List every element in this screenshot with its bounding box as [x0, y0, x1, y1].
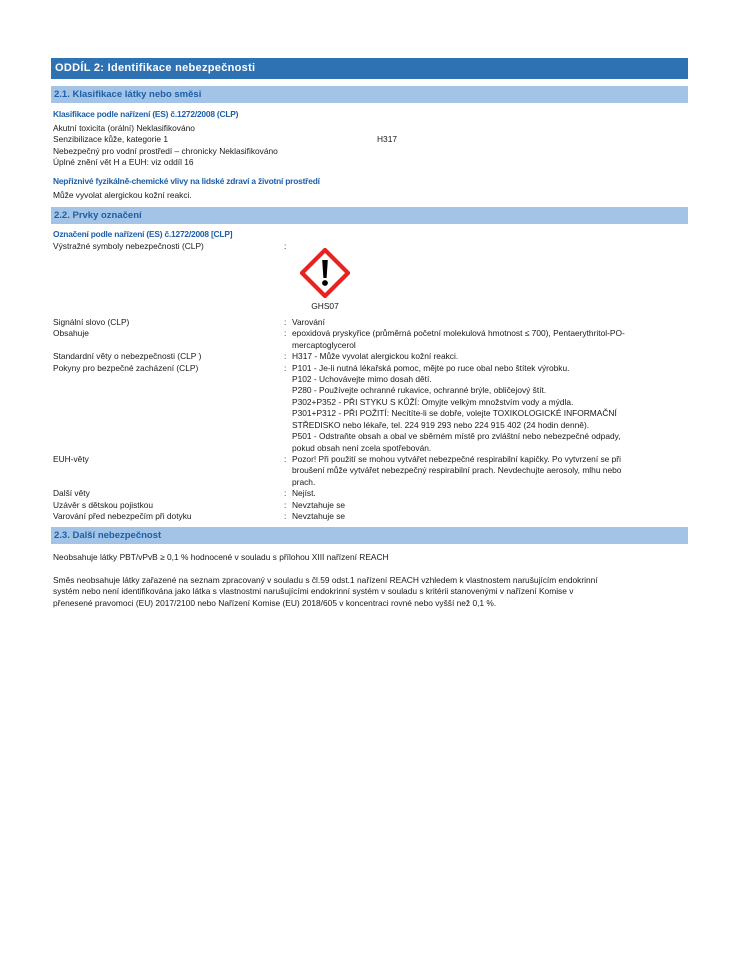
- clp-classification-heading: Klasifikace podle nařízení (ES) č.1272/2008 (CLP): [53, 109, 239, 119]
- classification-text: Nebezpečný pro vodní prostředí – chronicky Neklasifikováno: [53, 145, 278, 156]
- contains-line: epoxidová pryskyřice (průměrná početní molekulová hmotnost ≤ 700), Pentaerythritol-PO-: [292, 328, 625, 339]
- colon: :: [284, 317, 287, 328]
- ghs-pictogram: [295, 248, 355, 312]
- classification-item: [51, 146, 688, 157]
- euh-statements-row: [51, 454, 688, 488]
- classification-text: Senzibilizace kůže, kategorie 1: [53, 134, 168, 145]
- signal-word-label: Signální slovo (CLP): [53, 317, 130, 328]
- precautionary-statements-label: Pokyny pro bezpečné zacházení (CLP): [53, 362, 199, 373]
- other-phrases-row: [51, 488, 688, 499]
- endocrine-line: systém nebo není identifikována jako látka s vlastnostmi narušujícími endokrinní systém v souladu s kritérii stanovenými v nařízení Komise v: [53, 586, 574, 597]
- pictogram-code: GHS07: [311, 301, 339, 312]
- other-phrases-label: Další věty: [53, 488, 90, 499]
- classification-item: [51, 123, 688, 134]
- colon: :: [284, 328, 287, 339]
- colon: :: [284, 351, 287, 362]
- tactile-warning-label: Varování před nebezpečím při dotyku: [53, 510, 192, 521]
- colon: :: [284, 453, 287, 464]
- classification-list: [51, 123, 688, 169]
- labelling-heading: Označení podle nařízení (ES) č.1272/2008 [CLP]: [53, 229, 233, 240]
- contains-label: Obsahuje: [53, 328, 89, 339]
- hazard-code: H317: [377, 134, 398, 145]
- signal-word-value: Varování: [292, 317, 325, 328]
- contains-line: mercaptoglycerol: [292, 339, 356, 350]
- pictogram-label: Výstražné symboly nebezpečnosti (CLP): [53, 241, 204, 252]
- euh-line: Pozor! Při použití se mohou vytvářet nebezpečné respirabilní kapičky. Po vytvrzení se při: [292, 453, 621, 464]
- classification-text: Úplné znění vět H a EUH: viz oddíl 16: [53, 157, 194, 168]
- contains-row: [51, 328, 688, 351]
- contains-value: [292, 328, 688, 351]
- precaution-line: P101 - Je-li nutná lékařská pomoc, mějte po ruce obal nebo štítek výrobku.: [292, 362, 570, 373]
- colon: :: [284, 510, 287, 521]
- endocrine-line: Směs neobsahuje látky zařazené na seznam zpracovaný v souladu s čl.59 odst.1 nařízení REACH vzhledem k vlastnostem narušujícím endokrinní: [53, 574, 598, 585]
- subsection-2-3-title: 2.3. Další nebezpečnost: [51, 527, 688, 544]
- hazard-statements-row: [51, 351, 688, 362]
- sds-section-2: [51, 58, 688, 609]
- precautionary-statements-row: [51, 363, 688, 454]
- colon: :: [284, 241, 287, 252]
- precautionary-statements-value: [292, 363, 688, 454]
- tactile-warning-value: Nevztahuje se: [292, 510, 346, 521]
- subsection-2-2-title: 2.2. Prvky označení: [51, 207, 688, 224]
- section-title: ODDÍL 2: Identifikace nebezpečnosti: [51, 58, 688, 79]
- classification-item: [51, 134, 688, 145]
- euh-line: broušení může vytvářet nebezpečný respirabilní prach. Nevdechujte aerosoly, mlhu nebo: [292, 465, 622, 476]
- classification-item: [51, 157, 688, 168]
- child-resistant-row: [51, 500, 688, 511]
- adverse-effects-text: Může vyvolat alergickou kožní reakci.: [53, 189, 192, 200]
- adverse-effects-heading: Nepříznivé fyzikálně-chemické vlivy na lidské zdraví a životní prostředí: [53, 175, 320, 186]
- precaution-line: P102 - Uchovávejte mimo dosah dětí.: [292, 374, 432, 385]
- precaution-line: P280 - Používejte ochranné rukavice, ochranné brýle, obličejový štít.: [292, 385, 547, 396]
- precaution-line: P301+P312 - PŘI POŽITÍ: Necítíte-li se dobře, volejte TOXIKOLOGICKÉ INFORMAČNÍ: [292, 408, 617, 419]
- exclamation-mark-diamond-icon: [300, 248, 350, 298]
- euh-line: prach.: [292, 476, 316, 487]
- pictogram-row: [51, 241, 688, 317]
- other-phrases-value: Nejíst.: [292, 488, 316, 499]
- child-resistant-label: Uzávěr s dětskou pojistkou: [53, 499, 154, 510]
- precaution-line: P302+P352 - PŘI STYKU S KŮŽÍ: Omyjte velkým množstvím vody a mýdla.: [292, 396, 574, 407]
- euh-statements-value: [292, 454, 688, 488]
- endocrine-statement: [51, 575, 688, 609]
- endocrine-line: přenesené pravomoci (EU) 2017/2100 nebo Nařízení Komise (EU) 2018/605 v koncentraci rovné nebo vyšší než 0,1 %.: [53, 597, 497, 608]
- colon: :: [284, 488, 287, 499]
- signal-word-row: [51, 317, 688, 328]
- pbt-statement: Neobsahuje látky PBT/vPvB ≥ 0,1 % hodnocené v souladu s přílohou XIII nařízení REACH: [53, 552, 389, 563]
- precaution-line: STŘEDISKO nebo lékaře, tel. 224 919 293 nebo 224 915 402 (24 hodin denně).: [292, 419, 590, 430]
- child-resistant-value: Nevztahuje se: [292, 499, 346, 510]
- colon: :: [284, 499, 287, 510]
- colon: :: [284, 362, 287, 373]
- precaution-line: P501 - Odstraňte obsah a obal ve sběrném místě pro zvláštní nebo nebezpečné odpady,: [292, 431, 621, 442]
- hazard-statements-label: Standardní věty o nebezpečnosti (CLP ): [53, 351, 202, 362]
- precaution-line: pokud obsah není zcela spotřebován.: [292, 442, 432, 453]
- hazard-statements-value: H317 - Může vyvolat alergickou kožní reakci.: [292, 351, 459, 362]
- classification-text: Akutní toxicita (orální) Neklasifikováno: [53, 123, 195, 133]
- tactile-warning-row: [51, 511, 688, 522]
- subsection-2-1-title: 2.1. Klasifikace látky nebo směsi: [51, 86, 688, 103]
- euh-statements-label: EUH-věty: [53, 453, 89, 464]
